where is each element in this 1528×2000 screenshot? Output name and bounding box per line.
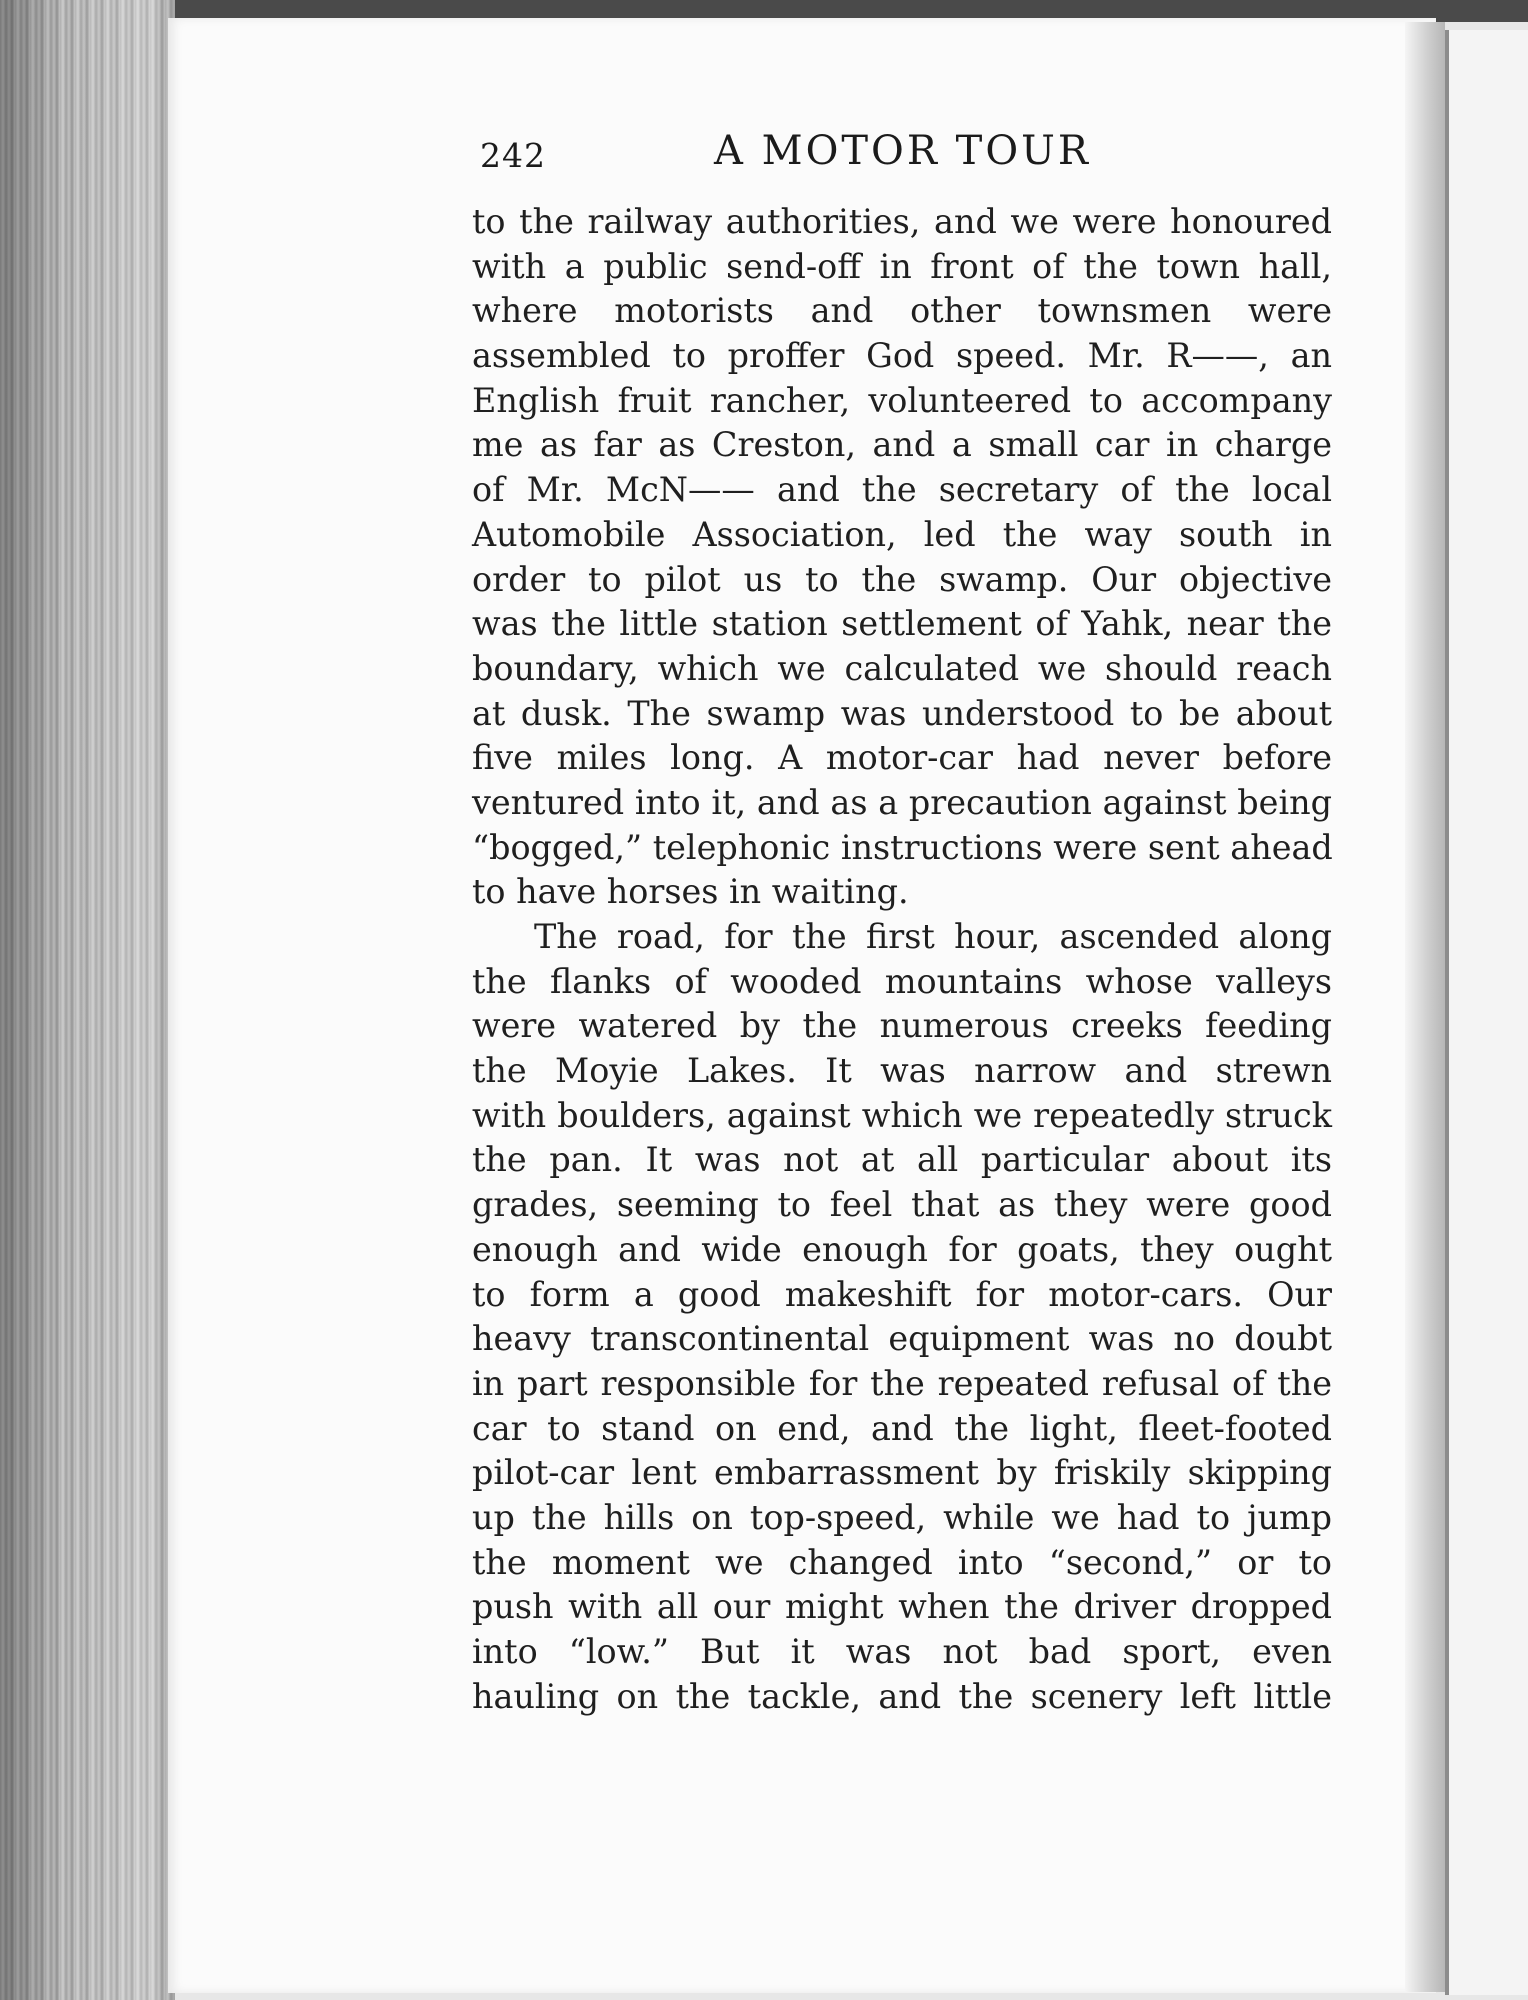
text-line: enough and wide enough for goats, they ought (472, 1229, 1332, 1269)
book-page-edges (0, 0, 175, 2000)
text-line: the flanks of wooded mountains whose valleys (472, 961, 1332, 1001)
text-line: to have horses in waiting. (472, 872, 909, 912)
text-line: the Moyie Lakes. It was narrow and strewn (472, 1051, 1332, 1091)
text-line: with boulders, against which we repeatedly struck (472, 1095, 1332, 1135)
text-line: in part responsible for the repeated refusal of the (472, 1363, 1332, 1403)
running-title: A MOTOR TOUR (714, 128, 1091, 174)
text-line: English fruit rancher, volunteered to accompany (472, 380, 1332, 420)
text-line: the pan. It was not at all particular about its (472, 1140, 1332, 1180)
next-page-edge (1445, 30, 1528, 1995)
text-line: grades, seeming to feel that as they were good (472, 1185, 1332, 1225)
text-line: the moment we changed into “second,” or to (472, 1542, 1332, 1582)
text-line: to form a good makeshift for motor-cars. Our (472, 1274, 1332, 1314)
text-line: where motorists and other townsmen were (472, 291, 1332, 331)
text-line: boundary, which we calculated we should reach (472, 648, 1332, 688)
text-line: up the hills on top-speed, while we had to jump (472, 1497, 1332, 1537)
text-line: with a public send-off in front of the town hall, (472, 246, 1332, 286)
text-line: at dusk. The swamp was understood to be about (472, 693, 1332, 733)
text-line: ventured into it, and as a precaution against being (472, 782, 1332, 822)
text-line: to the railway authorities, and we were honoured (472, 202, 1332, 241)
running-head (480, 128, 1325, 188)
text-line: was the little station settlement of Yahk, near the (472, 604, 1332, 644)
text-line: were watered by the numerous creeks feeding (472, 1006, 1332, 1046)
text-line: hauling on the tackle, and the scenery left little (472, 1676, 1332, 1716)
text-line: five miles long. A motor-car had never before (472, 738, 1332, 778)
text-line: car to stand on end, and the light, fleet-footed (472, 1408, 1332, 1448)
text-line: me as far as Creston, and a small car in charge (472, 425, 1332, 465)
text-line: into “low.” But it was not bad sport, even (472, 1632, 1332, 1671)
text-line: order to pilot us to the swamp. Our objective (472, 559, 1332, 599)
page-number: 242 (480, 136, 546, 175)
page-gutter-shadow (1405, 22, 1445, 1992)
body-text (472, 200, 1332, 1719)
text-line: push with all our might when the driver dropped (472, 1587, 1332, 1627)
text-line: Automobile Association, led the way south in (472, 514, 1332, 554)
text-line: assembled to proffer God speed. Mr. R——, an (472, 336, 1332, 376)
text-line: pilot-car lent embarrassment by friskily skipping (472, 1453, 1332, 1493)
text-line: heavy transcontinental equipment was no doubt (472, 1319, 1332, 1359)
paragraph-start-line: The road, for the first hour, ascended along (534, 917, 1332, 956)
text-line: “bogged,” telephonic instructions were sent ahead (472, 827, 1333, 867)
text-line: of Mr. McN—— and the secretary of the local (472, 470, 1332, 510)
